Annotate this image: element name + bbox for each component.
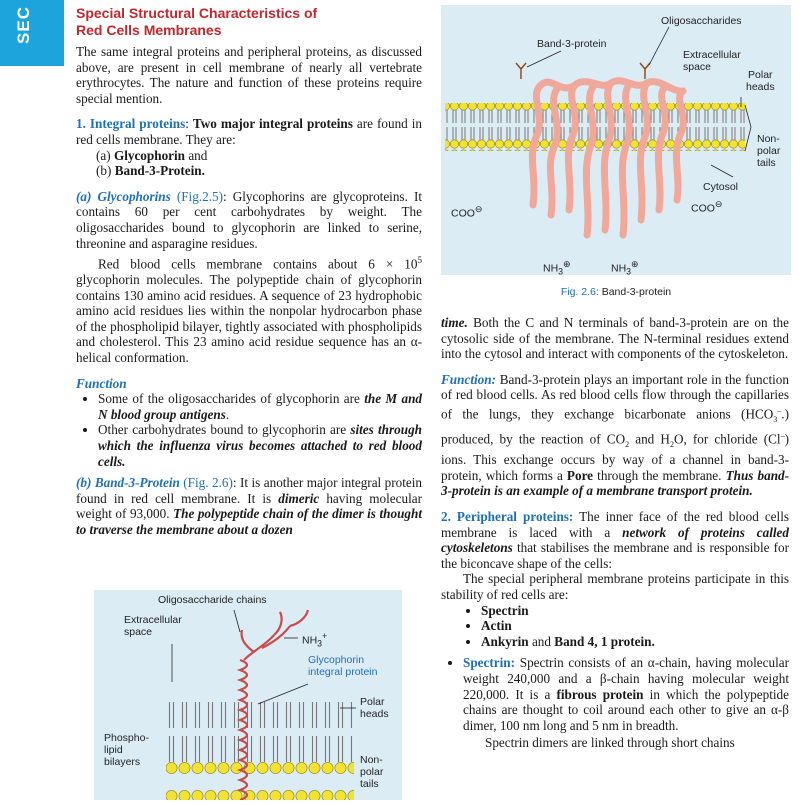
label-phospholipid: Phospho- lipid bilayers: [104, 732, 149, 768]
glycophorin-paragraph: (a) Glycophorins (Fig.2.5): Glycophorins are glycoproteins. It contains 60 per cent carbohydrates by weight. The oligosaccharides bound to glycophorin are linked to serine, threonine and asparagine residues.: [76, 188, 422, 251]
band3-function-paragraph: Function: Band-3-protein plays an important role in the function of red blood cells. As red blood cells flow through the capillaries of the lungs, they exchange bicarbonate anions $(HCO_3^-.)$ produced, by the reaction of $CO_2$ and $H_2O$, for chloride (Cl–) ions. This exchange occurs by way of a channel in band-3-protein, which forms a Pore through the membrane. Thus band-3-protein is an example of a membrane transport protein.: [441, 371, 790, 499]
left-column: [76, 0, 422, 538]
list-item: • Ankyrin and Band 4, 1 protein.: [481, 634, 789, 650]
label-oligo-chains: Oligosaccharide chains: [158, 594, 267, 606]
list-item: • Other carbohydrates bound to glycophorin are sites through which the influenza virus becomes attached to red blood cells.: [98, 422, 422, 469]
label-oligosaccharides: Oligosaccharides: [661, 15, 742, 27]
peripheral-paragraph: 2. Peripheral proteins: The inner face of the red blood cells membrane is laced with a network of proteins called cytoskeletons that stabilises the membrane and is responsible for the biconcave shape of the cells:: [441, 509, 790, 571]
label-polar-heads: Polar heads: [360, 696, 389, 720]
label-nonpolar-tails: Non- polar tails: [360, 754, 384, 790]
label-nh3-right: $NH_3^\oplus$: [611, 259, 639, 277]
list-item-a: (a) Glycophorin and: [96, 147, 208, 163]
band3-paragraph: (b) Band-3-Protein (Fig. 2.6): It is another major integral protein found in red cell membrane. It is dimeric having molecular weight of 93,000. The polypeptide chain of the dimer is thought to traverse the membrane about a dozen: [76, 475, 423, 538]
band3-diagram: [441, 5, 791, 275]
lipid-bilayer: [166, 702, 354, 800]
integral-paragraph: 1. Integral proteins: Two major integral proteins are found in red cells membrane. They are:: [76, 116, 423, 147]
list-item: • Some of the oligosaccharides of glycophorin are the M and N blood group antigens.: [98, 391, 422, 422]
label-nh3-left: $NH_3^\oplus$: [543, 259, 571, 277]
list-item-b: (b) Band-3-Protein.: [96, 163, 205, 179]
spectrin-continued: Spectrin dimers are linked through short chains: [485, 735, 735, 751]
section-tab: SEC: [0, 0, 64, 66]
label-extracellular: Extracellular space: [124, 614, 182, 638]
function-list: [76, 391, 422, 469]
label-extracellular: Extracellular space: [683, 49, 741, 73]
list-item: • Spectrin: [481, 603, 789, 619]
label-cytosol: Cytosol: [703, 181, 739, 193]
label-band3: Band-3-protein: [537, 38, 607, 50]
peripheral-special: The special peripheral membrane proteins participate in this stability of red cells are:: [441, 571, 789, 602]
list-item: • Spectrin: Spectrin consists of an α-chain, having molecular weight 240,000 and a β-chain having molecular weight 220,000. It is a fibrous protein in which the polypeptide chains are thought to coil around each other to give an α-β dimer, 100 nm long and 5 nm in breadth.: [463, 655, 789, 733]
label-coo-left: COO⊖: [451, 204, 483, 220]
label-polar-heads: Polar heads: [746, 69, 775, 93]
figure-caption-2-6: Fig. 2.6: Band-3-protein: [560, 286, 672, 298]
spectrin-list: [441, 655, 789, 733]
band3-continued: time. Both the C and N terminals of band-3-protein are on the cytosolic side of the membrane. The N-terminal residues extend into the cytosol and interact with components of the cytoskeleton.: [441, 315, 789, 362]
section-title: Special Structural Characteristics of Red Cells Membranes: [76, 5, 318, 38]
label-coo-right: COO⊖: [691, 199, 723, 215]
label-glycophorin: Glycophorin integral protein: [308, 654, 378, 678]
peripheral-list: [441, 603, 789, 650]
figure-band3-protein: [441, 5, 791, 275]
list-item: • Actin: [481, 618, 789, 634]
figure-glycophorin: [94, 590, 402, 800]
right-column: [441, 315, 789, 751]
band3-protein-dimer: [532, 81, 683, 235]
label-nonpolar-tails: Non- polar tails: [757, 133, 781, 169]
intro-paragraph: The same integral proteins and peripheral proteins, as discussed above, are present in cell membrane of nearly all vertebrate erythrocytes. The nature and function of these proteins require special mention.: [76, 44, 422, 106]
function-heading: Function: [76, 375, 127, 391]
rbc-paragraph: Red blood cells membrane contains about $6 \times 10^5$ glycophorin molecules. The polypeptide chain of glycophorin contains 130 amino acid residues. A sequence of 23 hydrophobic amino acid residues lies within the nonpolar hydrocarbon phase of the phospholipid bilayer, tightly associated with phospholipids and cholesterol. This 23 amino acid residue sequence has an α-helical conformation.: [76, 255, 422, 366]
label-nh3: $NH_3^+$: [302, 631, 328, 649]
